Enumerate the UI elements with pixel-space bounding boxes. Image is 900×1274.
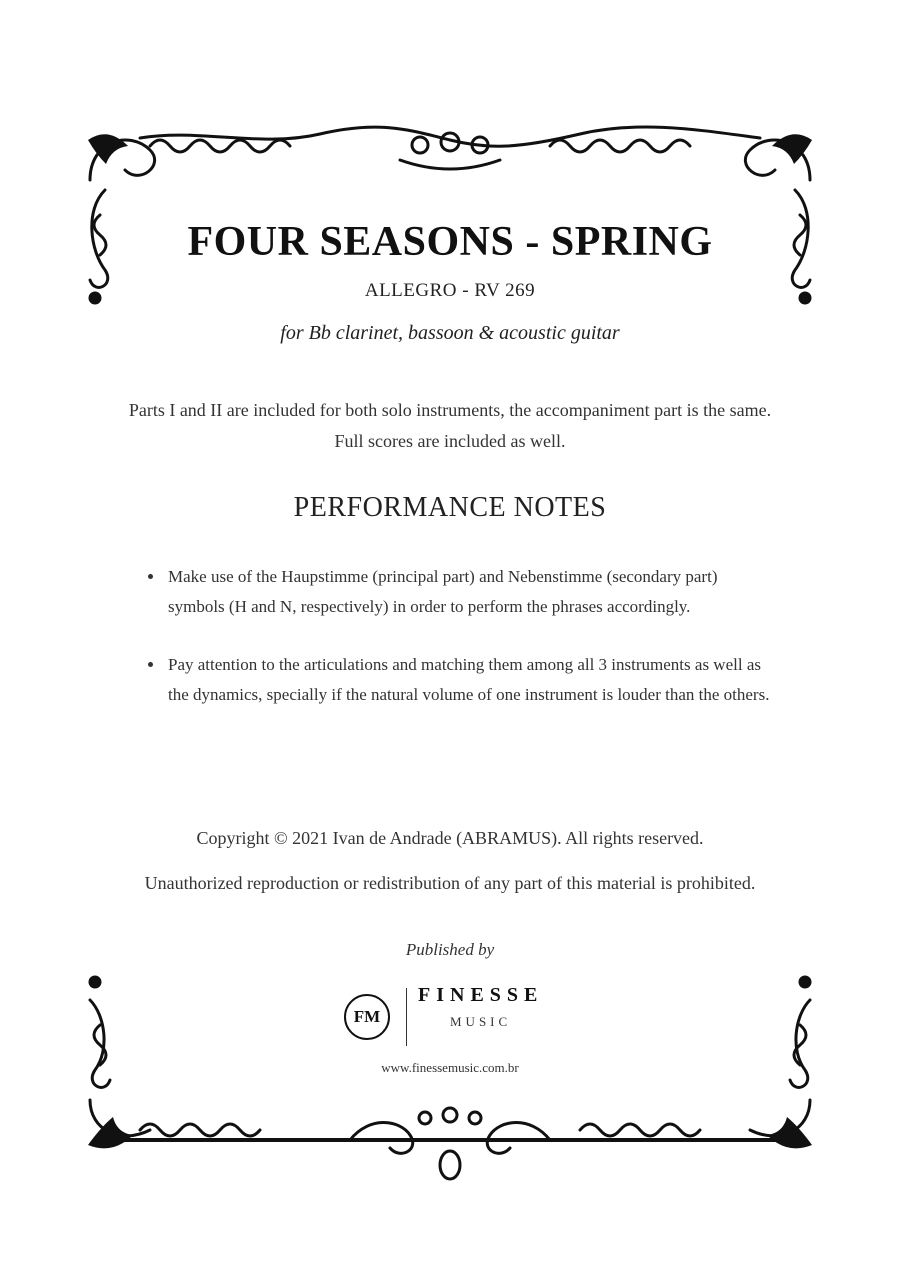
publisher-name: FINESSE	[418, 984, 544, 1006]
performance-notes-heading: PERFORMANCE NOTES	[293, 492, 607, 523]
copyright-line: Copyright © 2021 Ivan de Andrade (ABRAMUS). All rights reserved.	[196, 828, 704, 848]
movement-subtitle: ALLEGRO - RV 269	[364, 280, 536, 301]
publisher-subtitle: MUSIC	[450, 1014, 512, 1029]
published-by-label: Published by	[405, 940, 495, 959]
piece-title: FOUR SEASONS - SPRING	[187, 219, 713, 265]
bottom-ornamental-border	[80, 970, 820, 1185]
intro-paragraph: Parts I and II are included for both solo instruments, the accompaniment part is the same. Full scores are included as well.	[128, 400, 772, 451]
list-item: Pay attention to the articulations and matching them among all 3 instruments as well as the dynamics, specially if the natural volume of one instrument is louder than the others.	[145, 650, 775, 710]
reproduction-notice: Unauthorized reproduction or redistribution of any part of this material is prohibited.	[144, 873, 756, 893]
list-item: Make use of the Haupstimme (principal part) and Nebenstimme (secondary part) symbols (H and N, respectively) in order to perform the phrases accordingly.	[145, 562, 775, 622]
instrumentation-line: for Bb clarinet, bassoon & acoustic guitar	[280, 322, 620, 344]
publisher-url: www.finessemusic.com.br	[381, 1060, 519, 1075]
publisher-monogram: FM	[344, 994, 390, 1040]
performance-notes-list	[145, 562, 775, 738]
